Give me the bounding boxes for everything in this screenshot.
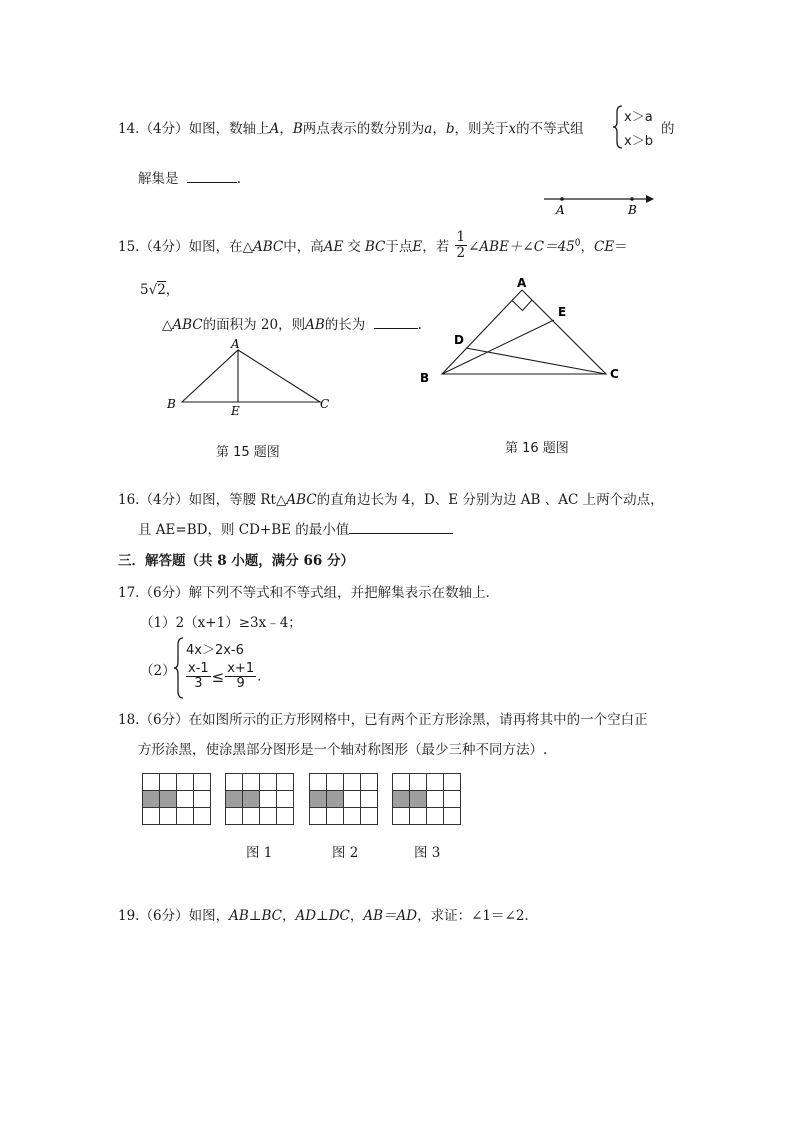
q19-sep: ， (281, 908, 296, 924)
q19-text: ，求证：∠1＝∠2. (417, 908, 529, 924)
number-line-arrow (646, 195, 654, 203)
q14-score: （4分） (139, 121, 189, 137)
q18-text: 在如图所示的正方形网格中，已有两个正方形涂黑，请再将其中的一个空白正 (188, 712, 648, 728)
q14-var-b: B (292, 121, 303, 137)
q14-answer-blank[interactable] (187, 170, 237, 183)
q14-number-line (540, 192, 660, 218)
q15-text: 于点 (385, 238, 413, 255)
q15-degree: 0 (574, 238, 581, 249)
q15-ce-radicand: 2 (157, 282, 166, 298)
segment-be (442, 320, 554, 374)
q15-bc: BC (364, 238, 386, 255)
q14-text: 如图，数轴上 (188, 121, 270, 137)
q14-number: 14. (118, 121, 140, 137)
q19-cond3: AB＝AD (363, 908, 418, 924)
q15-triangle: ABC (172, 317, 203, 333)
q18-line2: 方形涂黑，使涂黑部分图形是一个轴对称图形（最少三种不同方法）. (138, 742, 548, 758)
q16-line2 (138, 518, 453, 538)
label-c: C (320, 397, 330, 411)
q16-text: 且 AE=BD，则 CD+BE 的最小值 (138, 522, 350, 538)
q14-val-b: b (445, 121, 455, 137)
q16-number: 16. (118, 492, 140, 508)
q15-caption: 第 15 题图 (216, 445, 280, 460)
q14-sep: ， (279, 121, 293, 137)
q15-ab: AB (305, 317, 325, 333)
q14-system-line2: x＞b (624, 134, 653, 149)
label-a: A (556, 203, 565, 217)
q17-line1 (118, 581, 499, 601)
q16-line1 (118, 488, 664, 508)
q16-caption: 第 16 题图 (505, 441, 569, 456)
q17-le: ≤ (211, 667, 225, 686)
q17-part1 (140, 611, 302, 631)
q15-line2 (140, 278, 179, 298)
label-c: C (610, 367, 619, 381)
q15-text: 的长为 (324, 317, 366, 333)
q15-eq: ＝ (614, 238, 628, 255)
label-b: B (420, 371, 430, 385)
q18-grid-example (142, 773, 211, 825)
q15-text: ， (580, 238, 594, 255)
q19-number: 19. (118, 908, 140, 924)
q17-number: 17. (118, 585, 140, 601)
q16-answer-blank[interactable] (349, 521, 453, 534)
q14-system-brace (612, 104, 624, 150)
label-e: E (231, 404, 240, 418)
q18-grid-1[interactable] (225, 773, 294, 825)
q17-part2-line1: 4x＞2x-6 (186, 643, 244, 658)
q14-system-line1: x＞a (624, 110, 653, 125)
q14-line1 (118, 117, 584, 137)
q14-period: . (236, 171, 242, 187)
q17-score: （6分） (139, 585, 189, 601)
q14-text: 两点表示的数分别为 (302, 121, 425, 137)
q14-text-end: 的 (661, 121, 675, 137)
q15-ce: CE (593, 238, 615, 255)
q16-figure (414, 272, 630, 388)
q14-text: ，则关于 (454, 121, 509, 137)
q18-fig3-caption: 图 3 (414, 845, 441, 861)
right-angle-mark (512, 300, 532, 311)
q15-number: 15. (118, 238, 140, 255)
q17-text: 解下列不等式和不等式组，并把解集表示在数轴上． (188, 585, 500, 601)
q14-sep: ， (432, 121, 446, 137)
q14-line2 (138, 167, 241, 187)
q18-line1 (118, 708, 648, 728)
q18-fig2-caption: 图 2 (332, 845, 359, 861)
q16-score: （4分） (139, 492, 189, 508)
q17-fraction-right: $\frac{x+1}{9}$ (227, 661, 255, 692)
q15-text: 中，高 (283, 238, 324, 255)
q15-ce-coef: 5 (140, 282, 149, 298)
sqrt-icon: √ (148, 282, 158, 298)
label-b: B (167, 397, 176, 411)
q16-text: 如图，等腰 Rt△ (188, 492, 287, 508)
q17-part1-expr: 2（x+1）≥3x﹣4； (175, 615, 302, 631)
label-a: A (231, 337, 240, 351)
q17-system-brace (173, 636, 185, 700)
q15-text: 交 (347, 238, 361, 255)
q16-triangle: ABC (286, 492, 317, 508)
q15-line3 (162, 313, 422, 333)
q14-text: 的不等式组 (516, 121, 584, 137)
q15-e: E (412, 238, 423, 255)
q15-figure (160, 334, 340, 420)
q14-answer-prompt: 解集是 (138, 171, 179, 187)
q14-var-a: A (269, 121, 280, 137)
label-e: E (558, 305, 567, 319)
q14-var-x: x (508, 121, 517, 137)
q15-text: 的面积为 20，则 (202, 317, 306, 333)
q15-text: 如图，在△ (188, 238, 253, 255)
point-b (630, 197, 634, 201)
q15-comma: ， (165, 282, 180, 298)
q15-triangle: ABC (252, 238, 284, 255)
triangle-abc (182, 350, 320, 402)
q15-fraction: $\frac{1}{2}$ (456, 229, 466, 261)
q14-val-a: a (424, 121, 433, 137)
q15-line1 (118, 229, 628, 263)
q18-fig1-caption: 图 1 (246, 845, 273, 861)
point-a (560, 197, 564, 201)
q19-score: （6分） (139, 908, 189, 924)
q17-fraction-left: $\frac{x-1}{3}$ (188, 661, 209, 692)
q15-period: . (417, 317, 422, 333)
q17-part2-label: （2） (140, 663, 176, 679)
label-b: B (628, 203, 637, 217)
q15-answer-blank[interactable] (374, 316, 418, 329)
segment-cd (466, 348, 606, 374)
q17-part2-line2 (185, 662, 261, 692)
q18-number: 18. (118, 712, 140, 728)
q19-text: 如图， (188, 908, 230, 924)
triangle-abc (442, 290, 606, 374)
q16-text: 的直角边长为 4，D、E 分别为边 AB 、AC 上两个动点， (316, 492, 664, 508)
q19-cond2: AD⊥DC (295, 908, 350, 924)
q17-period: . (257, 669, 262, 685)
q15-ae: AE (323, 238, 344, 255)
q18-score: （6分） (139, 712, 189, 728)
q18-grid-2[interactable] (309, 773, 378, 825)
q15-text: △ (162, 317, 173, 333)
q15-text: ，若 (422, 238, 450, 255)
section-3-title: 三．解答题（共 8 小题，满分 66 分） (118, 553, 354, 569)
q18-grid-3[interactable] (392, 773, 461, 825)
q19-sep: ， (349, 908, 364, 924)
q19-cond1: AB⊥BC (229, 908, 282, 924)
label-d: D (454, 333, 464, 347)
q15-angle-expr: ∠ABE＋∠C＝45 (468, 238, 575, 255)
q15-score: （4分） (139, 238, 189, 255)
q17-part1-label: （1） (140, 615, 176, 631)
q19-line1 (118, 904, 529, 924)
label-a: A (517, 276, 527, 290)
